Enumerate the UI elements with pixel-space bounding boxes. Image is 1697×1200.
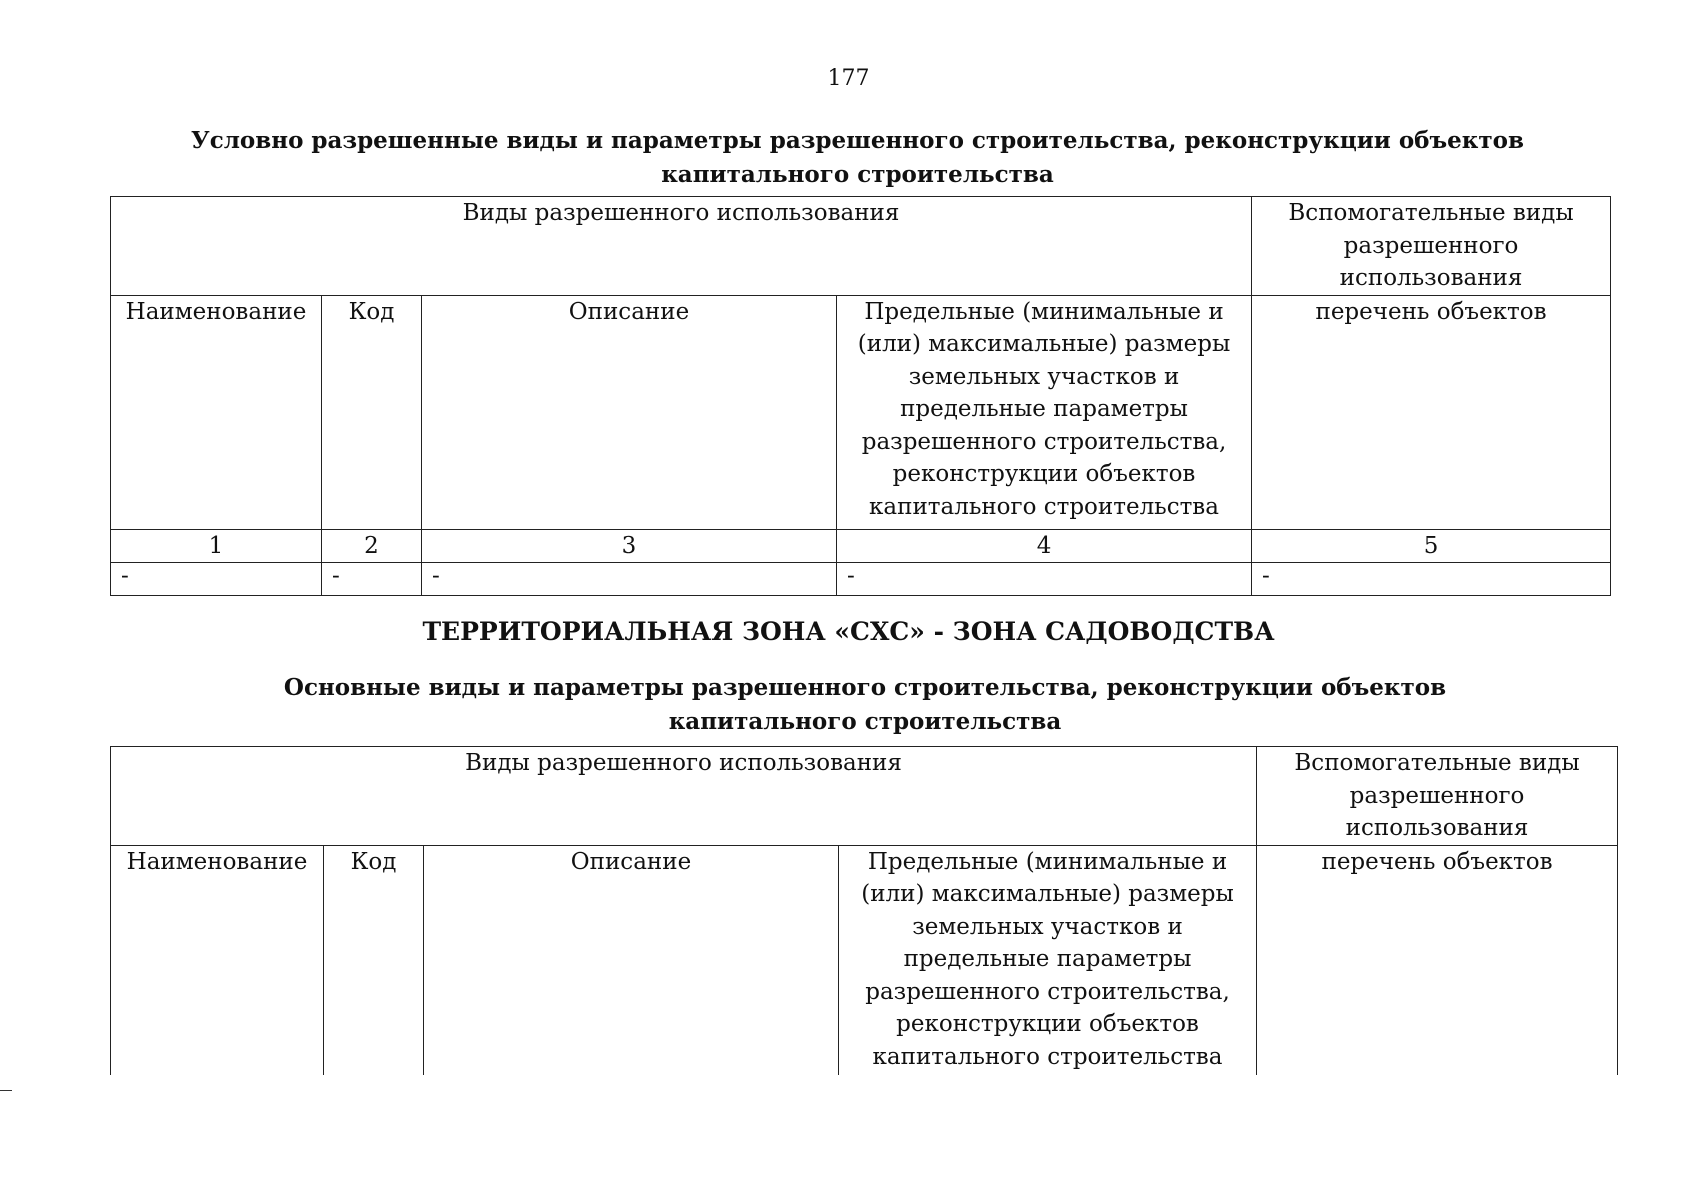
column-number: 1 [111, 529, 322, 563]
column-header-parameters: Предельные (минимальные и (или) максимальные) размеры земельных участков и предельные параметры разрешенного строительства, реконструкции объектов капитального строительства [837, 295, 1252, 529]
section2-heading: Основные виды и параметры разрешенного строительства, реконструкции объектов капитального строительства [283, 674, 1447, 735]
section1-table [110, 196, 1611, 596]
column-header-code: Код [324, 845, 424, 1075]
table-cell: - [422, 563, 837, 596]
column-header-name: Наименование [111, 295, 322, 529]
section1-heading: Условно разрешенные виды и параметры разрешенного строительства, реконструкции объектов капитального строительства [191, 127, 1524, 188]
aux-header: Вспомогательные виды разрешенного использования [1252, 197, 1611, 296]
column-header-objects-list: перечень объектов [1252, 295, 1611, 529]
table-cell: - [1252, 563, 1611, 596]
column-header-objects-list: перечень объектов [1257, 845, 1618, 1075]
section2-table [110, 746, 1618, 1075]
column-number: 2 [322, 529, 422, 563]
column-header-name: Наименование [111, 845, 324, 1075]
table-cell: - [322, 563, 422, 596]
column-header-description: Описание [424, 845, 839, 1075]
column-number: 3 [422, 529, 837, 563]
table-row [111, 563, 1611, 596]
column-header-parameters: Предельные (минимальные и (или) максимальные) размеры земельных участков и предельные параметры разрешенного строительства, реконструкции объектов капитального строительства [839, 845, 1257, 1075]
column-number: 4 [837, 529, 1252, 563]
zone-title: ТЕРРИТОРИАЛЬНАЯ ЗОНА «СХС» - ЗОНА САДОВОДСТВА [422, 617, 1275, 646]
column-header-description: Описание [422, 295, 837, 529]
aux-header: Вспомогательные виды разрешенного использования [1257, 747, 1618, 846]
scan-edge-mark [0, 1090, 12, 1091]
group-header: Виды разрешенного использования [111, 197, 1252, 296]
column-number: 5 [1252, 529, 1611, 563]
group-header: Виды разрешенного использования [111, 747, 1257, 846]
table-cell: - [837, 563, 1252, 596]
page-number: 177 [827, 66, 870, 91]
column-header-code: Код [322, 295, 422, 529]
table-cell: - [111, 563, 322, 596]
